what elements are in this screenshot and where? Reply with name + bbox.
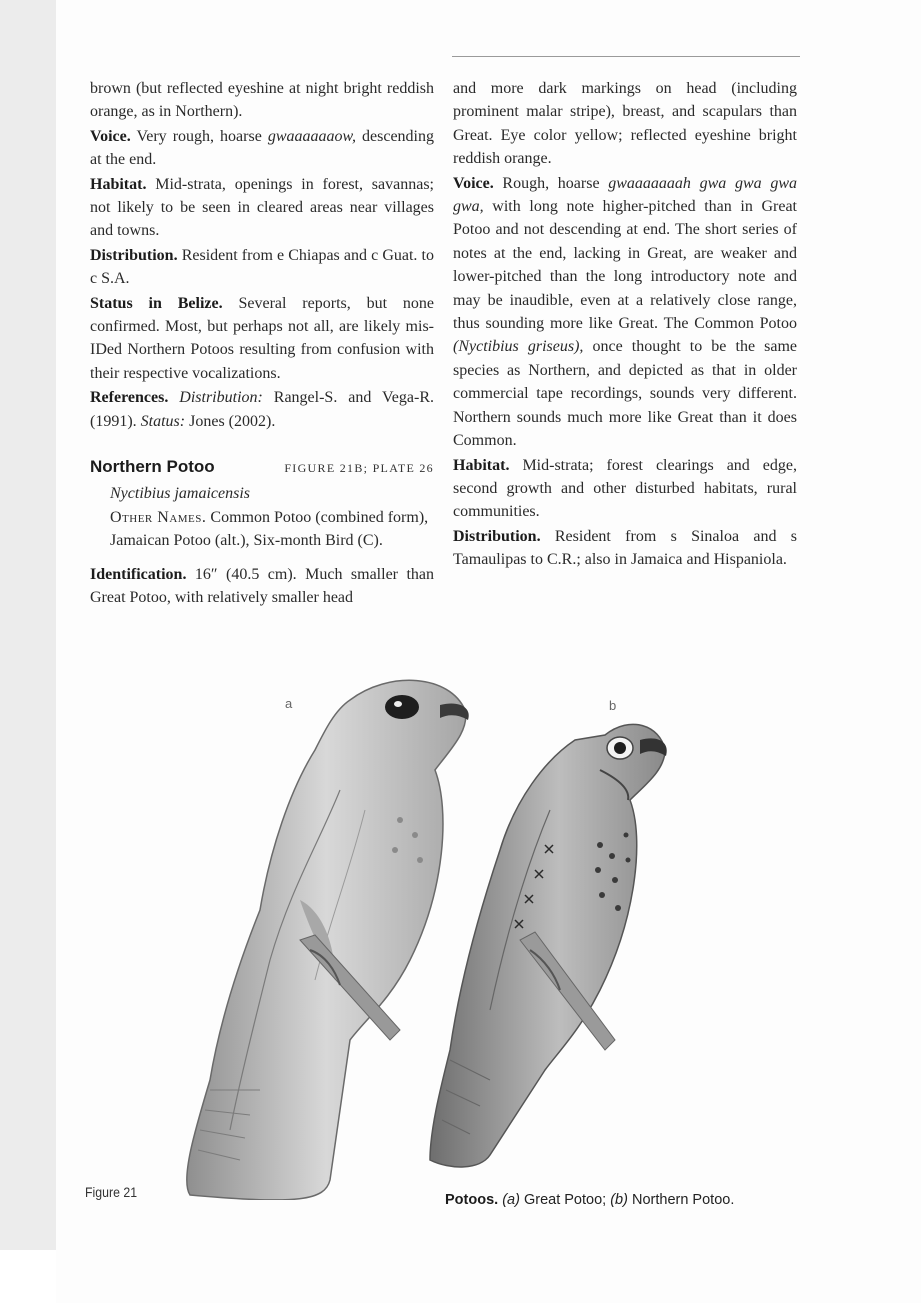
references-status-text: Jones (2002). xyxy=(185,412,276,430)
northern-potoo-drawing xyxy=(430,724,667,1167)
great-potoo-drawing xyxy=(187,680,469,1200)
status-paragraph xyxy=(90,292,434,386)
scientific-name-text: Nyctibius jamaicensis xyxy=(110,484,250,502)
right-column xyxy=(453,77,797,572)
voice-text-end: once thought to be the same species as Northern, and depicted as that in older commercial tape recordings, sounds very different. Northern sounds much more like Great than it does Common. xyxy=(453,338,798,450)
right-continuation: and more dark markings on head (including prominent malar stripe), breast, and scapulars than Great. Eye color yellow; reflected eyeshine bright reddish orange. xyxy=(453,80,797,168)
left-column xyxy=(90,77,434,610)
species-heading xyxy=(90,455,434,480)
voice-scientific: (Nyctibius griseus), xyxy=(453,338,584,356)
left-continuation: brown (but reflected eyeshine at night bright reddish orange, as in Northern). xyxy=(90,80,434,121)
references-status-label: Status: xyxy=(140,412,186,430)
references-heading: References. xyxy=(90,389,169,407)
identification-heading: Identification. xyxy=(90,565,187,583)
caption-title: Potoos. xyxy=(445,1192,499,1208)
voice-text: Rough, hoarse xyxy=(493,174,609,192)
voice-heading: Voice. xyxy=(90,127,131,145)
distribution-heading: Distribution. xyxy=(90,246,178,264)
top-rule xyxy=(452,56,800,57)
identification-text: 16″ (40.5 cm). Much smaller than Great Potoo, with relatively smaller head xyxy=(90,565,434,607)
figure-label: Figure 21 xyxy=(85,1184,138,1200)
references-paragraph xyxy=(90,386,434,433)
distribution-heading: Distribution. xyxy=(453,527,541,545)
figure-letter-a: a xyxy=(285,696,293,711)
habitat-text: Mid-strata, openings in forest, savannas; not likely to be seen in cleared areas near villages and towns. xyxy=(90,175,434,240)
status-text: Several reports, but none confirmed. Most, but perhaps not all, are likely mis-IDed Northern Potoos resulting from confusion with their respective vocalizations. xyxy=(90,294,434,382)
caption-a-tag: (a) xyxy=(502,1192,520,1208)
caption-b-tag: (b) xyxy=(610,1192,628,1208)
habitat-heading: Habitat. xyxy=(453,456,510,474)
identification-paragraph xyxy=(90,563,434,610)
figure-letter-b: b xyxy=(609,698,617,713)
other-names xyxy=(90,506,434,553)
caption-a-text: Great Potoo; xyxy=(519,1192,611,1208)
voice-call: gwaaaaaaah gwa gwa gwa gwa, xyxy=(453,174,797,216)
other-names-text: Common Potoo (combined form), Jamaican Potoo (alt.), Six-month Bird (C). xyxy=(110,508,429,550)
voice-text-mid: with long note higher-pitched than in Great Potoo and not descending at end. The short series of notes at the end, lacking in Great, are weaker and lower-pitched than the long introductory note and may be inaudible, even at a relatively close range, thus sounding more like Great. The Common Potoo xyxy=(453,198,797,333)
species-name: Northern Potoo xyxy=(90,457,215,477)
habitat-paragraph-northern xyxy=(453,454,797,524)
figure-caption xyxy=(445,1192,734,1208)
potoo-illustration xyxy=(150,660,710,1200)
status-heading: Status in Belize. xyxy=(90,294,223,312)
habitat-text: Mid-strata; forest clearings and edge, second growth and other disturbed habitats, rural communities. xyxy=(453,456,797,521)
caption-b-text: Northern Potoo. xyxy=(627,1192,735,1208)
voice-text-end: descending at the end. xyxy=(90,127,434,169)
species-figure-ref: FIGURE 21B; PLATE 26 xyxy=(284,461,434,476)
distribution-text: Resident from e Chiapas and c Guat. to c S.A. xyxy=(90,246,434,288)
distribution-paragraph-northern xyxy=(453,525,797,572)
distribution-text: Resident from s Sinaloa and s Tamaulipas to C.R.; also in Jamaica and Hispaniola. xyxy=(453,527,797,569)
scientific-name xyxy=(90,482,434,505)
voice-text: Very rough, hoarse xyxy=(130,127,268,145)
distribution-paragraph-great xyxy=(90,244,434,291)
voice-paragraph-great xyxy=(90,125,434,172)
habitat-heading: Habitat. xyxy=(90,175,147,193)
other-names-label: Other Names. xyxy=(110,508,207,526)
voice-call: gwaaaaaaow, xyxy=(267,127,356,145)
page-gutter xyxy=(0,0,56,1250)
references-dist-label: Distribution: xyxy=(179,389,263,407)
references-dist-text: Rangel-S. and Vega-R. (1991). xyxy=(90,389,435,430)
habitat-paragraph-great xyxy=(90,173,434,243)
voice-heading: Voice. xyxy=(453,174,494,192)
voice-paragraph-northern xyxy=(453,172,797,453)
